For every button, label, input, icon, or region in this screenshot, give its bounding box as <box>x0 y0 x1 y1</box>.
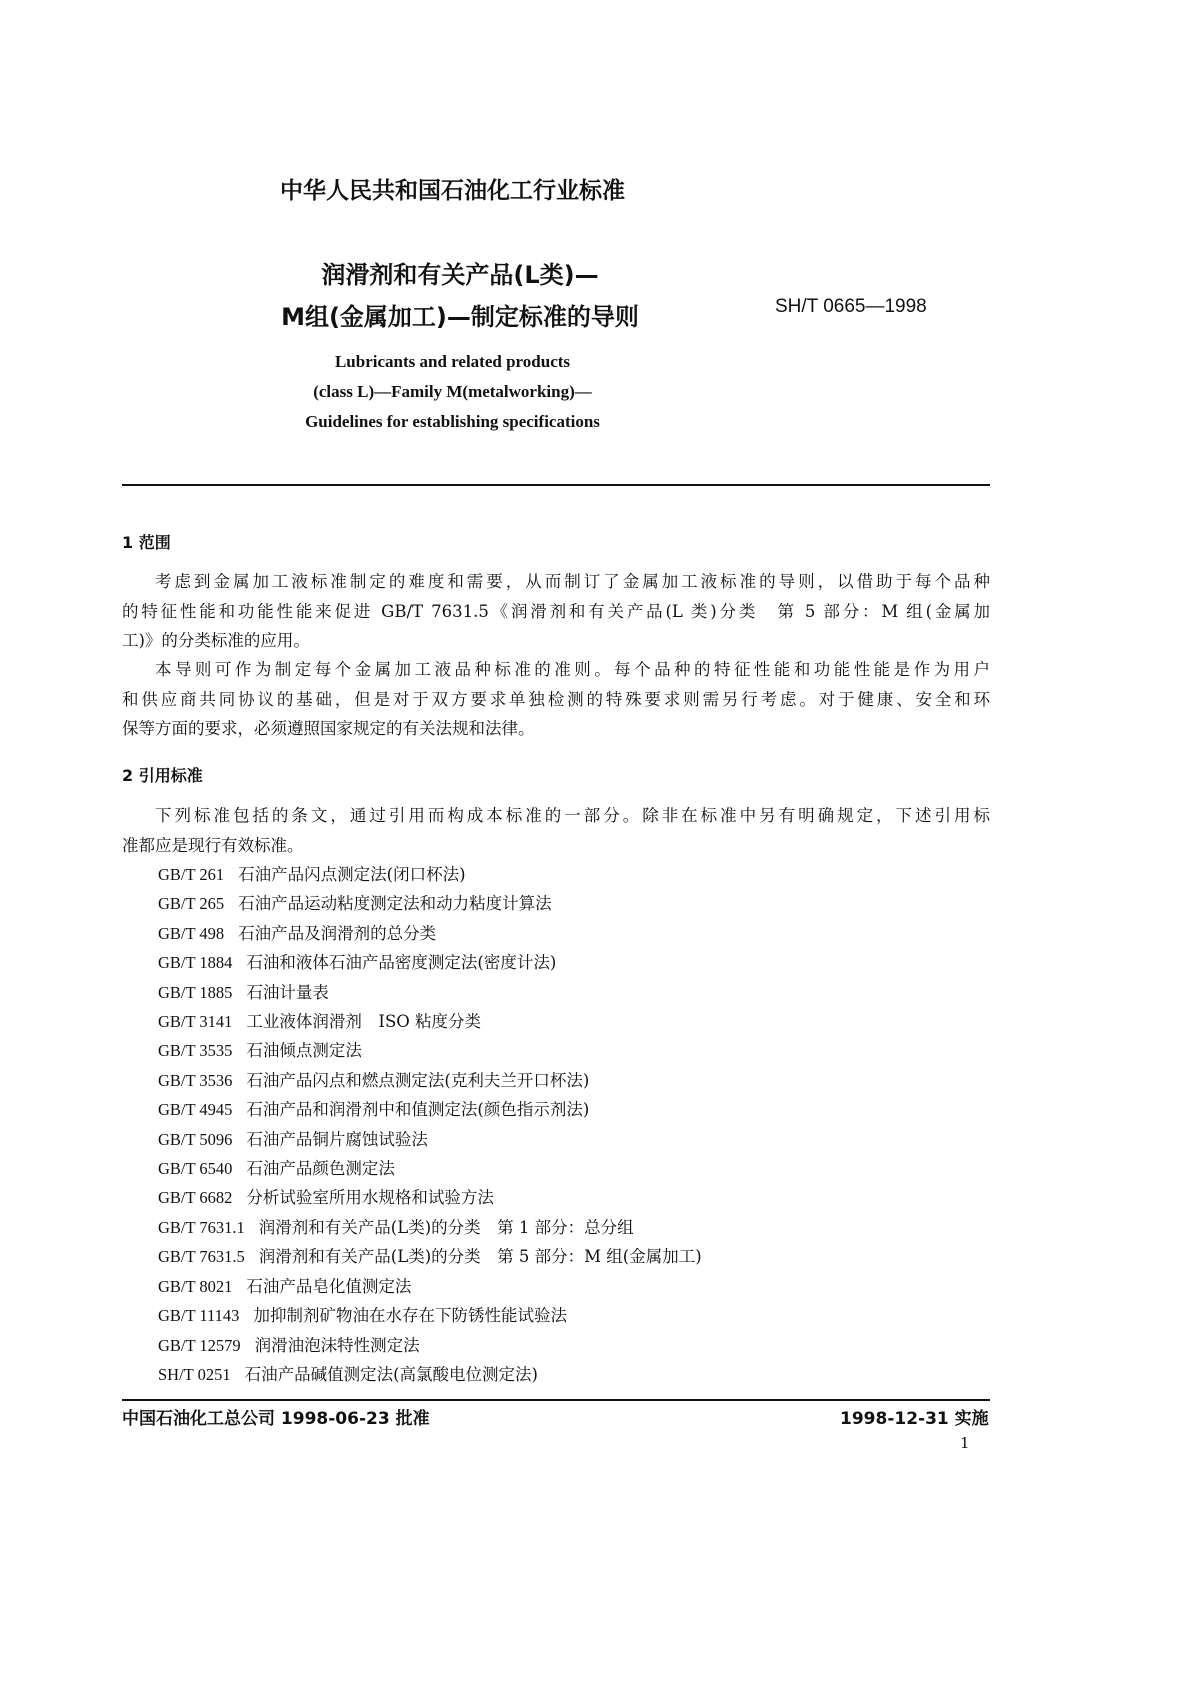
reference-item <box>158 1125 702 1154</box>
reference-title: 石油计量表 <box>246 982 329 1002</box>
reference-title: 润滑剂和有关产品(L类)的分类 第 1 部分：总分组 <box>258 1217 634 1237</box>
reference-code: GB/T 12579 <box>158 1335 241 1355</box>
section-1-heading: 1 范围 <box>122 533 171 552</box>
paragraph-line: 和供应商共同协议的基础，但是对于双方要求单独检测的特殊要求则需另行考虑。对于健康、安全和环 <box>122 690 990 709</box>
approval-date: 中国石油化工总公司 1998-06-23 批准 <box>122 1409 430 1429</box>
paragraph-line: 下列标准包括的条文，通过引用而构成本标准的一部分。除非在标准中另有明确规定，下述引用标 <box>155 806 990 825</box>
effective-date: 1998-12-31 实施 <box>840 1409 989 1429</box>
reference-title: 润滑油泡沫特性测定法 <box>254 1335 420 1355</box>
section-2-heading: 2 引用标准 <box>122 766 203 785</box>
reference-item <box>158 1095 702 1124</box>
reference-title: 石油产品运动粘度测定法和动力粘度计算法 <box>238 894 552 914</box>
reference-code: GB/T 11143 <box>158 1306 240 1326</box>
reference-item <box>158 948 702 977</box>
reference-item <box>158 919 702 948</box>
reference-code: GB/T 7631.5 <box>158 1247 245 1267</box>
reference-title: 润滑剂和有关产品(L类)的分类 第 5 部分：M 组(金属加工) <box>258 1247 702 1267</box>
reference-item <box>158 1007 702 1036</box>
reference-title: 石油产品颜色测定法 <box>246 1159 395 1179</box>
reference-code: GB/T 3141 <box>158 1012 233 1032</box>
reference-item <box>158 1183 702 1212</box>
paragraph-line: 考虑到金属加工液标准制定的难度和需要，从而制订了金属加工液标准的导则，以借助于每个品种 <box>155 572 990 591</box>
reference-code: GB/T 6540 <box>158 1159 233 1179</box>
footer-divider <box>122 1399 990 1401</box>
reference-code: GB/T 3536 <box>158 1070 233 1090</box>
title-divider <box>122 484 990 486</box>
reference-code: GB/T 261 <box>158 865 225 884</box>
reference-title: 石油产品闪点测定法(闭口杯法) <box>238 865 466 884</box>
issuing-authority-header: 中华人民共和国石油化工行业标准 <box>280 178 625 204</box>
reference-item <box>158 1213 702 1242</box>
reference-code: GB/T 1885 <box>158 982 233 1002</box>
english-title-line: (class L)—Family M(metalworking)— <box>313 382 592 401</box>
reference-title: 石油倾点测定法 <box>246 1041 362 1061</box>
reference-item <box>158 1331 702 1360</box>
page-number: 1 <box>960 1434 970 1452</box>
paragraph-line: 的特征性能和功能性能来促进 GB/T 7631.5《润滑剂和有关产品(L 类)分类 第 5 部分：M 组(金属加 <box>122 602 990 621</box>
reference-code: GB/T 8021 <box>158 1276 233 1296</box>
title-line-2: M组(金属加工)—制定标准的导则 <box>281 303 639 331</box>
paragraph-line: 工)》的分类标准的应用。 <box>122 631 310 650</box>
reference-title: 石油产品闪点和燃点测定法(克利夫兰开口杯法) <box>246 1070 590 1090</box>
english-title-line: Guidelines for establishing specifications <box>305 412 600 431</box>
reference-item <box>158 1066 702 1095</box>
reference-code: SH/T 0251 <box>158 1364 231 1384</box>
reference-item <box>158 1301 702 1330</box>
english-title-line: Lubricants and related products <box>334 352 571 371</box>
reference-item <box>158 860 702 889</box>
standard-code: SH/T 0665—1998 <box>775 296 927 317</box>
reference-code: GB/T 3535 <box>158 1041 233 1061</box>
reference-code: GB/T 1884 <box>158 953 233 973</box>
reference-item <box>158 889 702 918</box>
reference-title: 石油产品及润滑剂的总分类 <box>238 923 437 943</box>
paragraph-line: 本导则可作为制定每个金属加工液品种标准的准则。每个品种的特征性能和功能性能是作为用户 <box>155 660 990 679</box>
reference-list <box>158 860 702 1389</box>
reference-title: 石油产品碱值测定法(高氯酸电位测定法) <box>244 1364 538 1384</box>
reference-code: GB/T 4945 <box>158 1100 233 1120</box>
reference-item <box>158 1036 702 1065</box>
reference-item <box>158 1360 702 1389</box>
reference-title: 加抑制剂矿物油在水存在下防锈性能试验法 <box>253 1306 567 1326</box>
paragraph-line: 保等方面的要求，必须遵照国家规定的有关法规和法律。 <box>122 719 535 738</box>
reference-code: GB/T 5096 <box>158 1129 233 1149</box>
reference-title: 分析试验室所用水规格和试验方法 <box>246 1188 494 1208</box>
reference-code: GB/T 498 <box>158 923 225 943</box>
reference-code: GB/T 7631.1 <box>158 1217 245 1237</box>
reference-title: 工业液体润滑剂 ISO 粘度分类 <box>246 1012 482 1032</box>
reference-item <box>158 1242 702 1271</box>
paragraph-line: 准都应是现行有效标准。 <box>122 836 304 855</box>
reference-code: GB/T 265 <box>158 894 225 914</box>
reference-title: 石油和液体石油产品密度测定法(密度计法) <box>246 953 557 973</box>
title-line-1: 润滑剂和有关产品(L类)— <box>321 261 599 289</box>
reference-item <box>158 978 702 1007</box>
reference-title: 石油产品和润滑剂中和值测定法(颜色指示剂法) <box>246 1100 590 1120</box>
reference-code: GB/T 6682 <box>158 1188 233 1208</box>
reference-title: 石油产品皂化值测定法 <box>246 1276 412 1296</box>
reference-title: 石油产品铜片腐蚀试验法 <box>246 1129 428 1149</box>
reference-item <box>158 1154 702 1183</box>
reference-item <box>158 1272 702 1301</box>
